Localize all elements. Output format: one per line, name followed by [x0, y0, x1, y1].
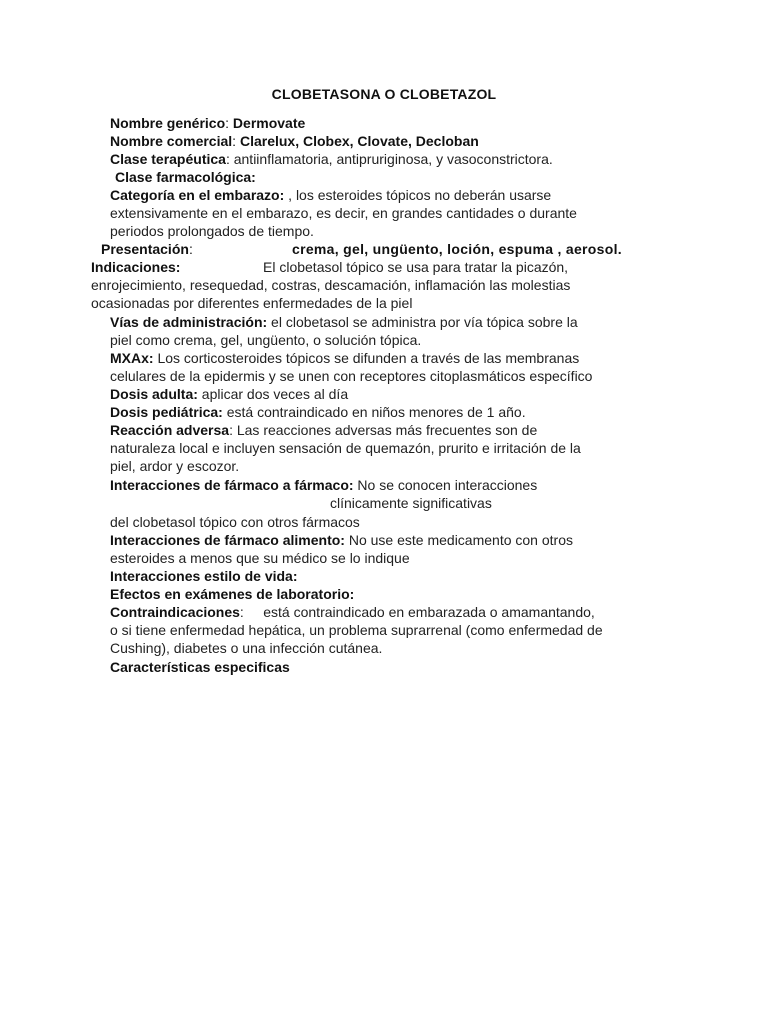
- therapeutic-class-row: [110, 150, 553, 168]
- pediatric-dose-label: Dosis pediátrica:: [110, 404, 223, 420]
- contraindications-text: Cushing), diabetes o una infección cutánea.: [110, 640, 383, 656]
- adult-dose-label: Dosis adulta:: [110, 386, 198, 402]
- pregnancy-category-text: , los esteroides tópicos no deberán usarse: [284, 187, 552, 203]
- drug-food-text: esteroides a menos que su médico se lo indique: [110, 550, 410, 566]
- adult-dose-row: [110, 385, 348, 403]
- therapeutic-class-sep: :: [225, 151, 234, 167]
- pregnancy-category-label: Categoría en el embarazo:: [110, 187, 285, 203]
- presentation-value: crema, gel, ungüento, loción, espuma , aerosol.: [292, 241, 622, 257]
- contraindications-text: : está contraindicado en embarazada o amamantando,: [239, 604, 595, 620]
- document-title: CLOBETASONA O CLOBETAZOL: [271, 86, 497, 102]
- presentation-sep: :: [188, 241, 193, 257]
- contraindications-label: Contraindicaciones: [110, 604, 240, 620]
- routes-row: [110, 313, 578, 331]
- commercial-name-value: Clarelux, Clobex, Clovate, Decloban: [239, 133, 479, 149]
- lifestyle-label: Interacciones estilo de vida:: [110, 568, 298, 584]
- lab-effects-label: Efectos en exámenes de laboratorio:: [110, 586, 355, 602]
- presentation-row: [101, 240, 193, 258]
- drug-food-row: [110, 531, 573, 549]
- generic-name-value: Dermovate: [232, 115, 306, 131]
- commercial-name-label: Nombre comercial: [110, 133, 233, 149]
- routes-text: piel como crema, gel, ungüento, o solución tópica.: [110, 332, 422, 348]
- adverse-reaction-row: [110, 421, 537, 439]
- commercial-name-row: [110, 132, 479, 150]
- contraindications-text: o si tiene enfermedad hepática, un problema suprarrenal (como enfermedad de: [110, 622, 603, 638]
- pediatric-dose-value: está contraindicado en niños menores de 1 año.: [222, 404, 526, 420]
- mechanism-text: Los corticosteroides tópicos se difunden a través de las membranas: [153, 350, 580, 366]
- generic-name-row: [110, 114, 305, 132]
- commercial-name-sep: :: [232, 133, 240, 149]
- presentation-label: Presentación: [101, 241, 189, 257]
- contraindications-row: [110, 603, 595, 621]
- generic-name-label: Nombre genérico: [110, 115, 226, 131]
- therapeutic-class-label: Clase terapéutica: [110, 151, 226, 167]
- lab-effects-row: [110, 585, 354, 603]
- specific-characteristics-row: [110, 658, 290, 676]
- mechanism-text: celulares de la epidermis y se unen con receptores citoplasmáticos específico: [110, 368, 593, 384]
- drug-drug-label: Interacciones de fármaco a fármaco:: [110, 477, 354, 493]
- adverse-reaction-text: : Las reacciones adversas más frecuentes son de: [229, 422, 538, 438]
- adult-dose-value: aplicar dos veces al día: [197, 386, 349, 402]
- drug-drug-text: clínicamente significativas: [330, 495, 492, 511]
- indications-text: ocasionadas por diferentes enfermedades de la piel: [91, 295, 413, 311]
- mechanism-label: MXAx:: [110, 350, 154, 366]
- routes-label: Vías de administración:: [110, 314, 268, 330]
- specific-characteristics-label: Características especificas: [110, 659, 290, 675]
- pregnancy-category-text: periodos prolongados de tiempo.: [110, 223, 314, 239]
- indications-text: El clobetasol tópico se usa para tratar la picazón,: [263, 259, 569, 275]
- pharmacologic-class-row: [115, 168, 256, 186]
- drug-food-label: Interacciones de fármaco alimento:: [110, 532, 345, 548]
- adverse-reaction-text: naturaleza local e incluyen sensación de quemazón, prurito e irritación de la: [110, 440, 581, 456]
- adverse-reaction-text: piel, ardor y escozor.: [110, 458, 240, 474]
- pharmacologic-class-label: Clase farmacológica:: [115, 169, 256, 185]
- routes-text: el clobetasol se administra por vía tópica sobre la: [267, 314, 578, 330]
- drug-drug-text: No se conocen interacciones: [353, 477, 538, 493]
- therapeutic-class-value: antiinflamatoria, antipruriginosa, y vasoconstrictora.: [233, 151, 553, 167]
- pediatric-dose-row: [110, 403, 526, 421]
- indications-label: Indicaciones:: [91, 259, 181, 275]
- lifestyle-row: [110, 567, 298, 585]
- drug-drug-row: [110, 476, 537, 494]
- mechanism-row: [110, 349, 579, 367]
- indications-row: [91, 258, 180, 276]
- adverse-reaction-label: Reacción adversa: [110, 422, 230, 438]
- drug-drug-text: del clobetasol tópico con otros fármacos: [110, 514, 360, 530]
- drug-food-text: No use este medicamento con otros: [344, 532, 573, 548]
- indications-text: enrojecimiento, resequedad, costras, descamación, inflamación las molestias: [91, 277, 571, 293]
- pregnancy-category-text: extensivamente en el embarazo, es decir, en grandes cantidades o durante: [110, 205, 577, 221]
- generic-name-sep: :: [225, 115, 233, 131]
- pregnancy-category-row: [110, 186, 551, 204]
